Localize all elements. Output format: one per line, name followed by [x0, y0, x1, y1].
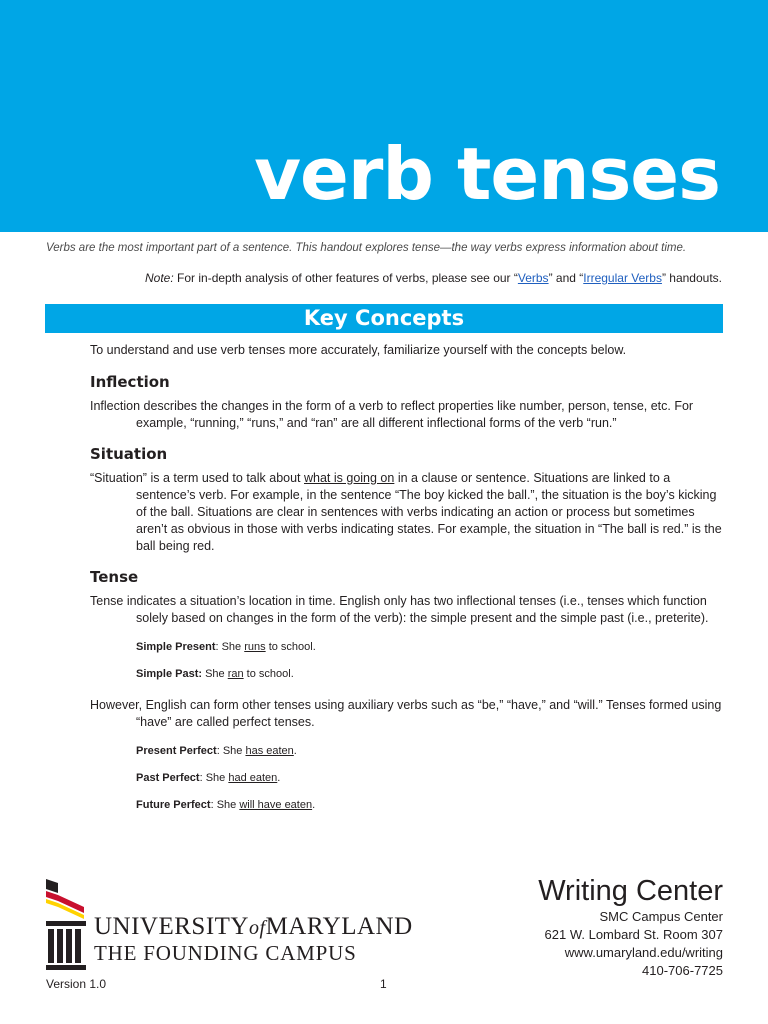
example-simple-present: [90, 639, 725, 656]
example-label: Simple Past:: [136, 668, 203, 680]
example-present-perfect: [90, 743, 725, 760]
example-rest: .: [293, 745, 297, 757]
example-rest: .: [277, 772, 281, 784]
example-label: Future Perfect: [136, 799, 211, 811]
writing-center-title: Writing Center: [538, 875, 723, 907]
example-sep: She: [202, 668, 228, 680]
situation-underlined: what is going on: [304, 471, 395, 485]
contact-website: www.umaryland.edu/writing: [564, 945, 723, 960]
logo-word-of: of: [249, 917, 266, 939]
example-sep: : She: [216, 745, 246, 757]
example-rest: to school.: [243, 668, 294, 680]
situation-heading: Situation: [90, 445, 168, 463]
verbs-handout-link[interactable]: Verbs: [517, 271, 549, 285]
university-crest-icon: [44, 877, 88, 972]
tense-body: Tense indicates a situation’s location in time. English only has two inflectional tenses (i.e., tenses which function solely based on changes in the form of the verb): the simple present and the simple past (i.e., preterite).: [90, 594, 709, 625]
page-title: verb tenses: [254, 132, 720, 216]
inflection-body: Inflection describes the changes in the form of a verb to reflect properties like number, person, tense, etc. For example, “running,” “runs,” and “ran” are all different inflectional forms of the verb “run.”: [90, 399, 694, 430]
contact-building: SMC Campus Center: [599, 909, 723, 924]
example-sep: : She: [210, 799, 240, 811]
example-rest: .: [312, 799, 316, 811]
example-verb: runs: [244, 641, 266, 653]
note-text-after: ” handouts.: [661, 271, 722, 285]
tense-body-2: However, English can form other tenses using auxiliary verbs such as “be,” “have,” and “will.” Tenses formed using “have” are called perfect tenses.: [90, 698, 722, 729]
tense-heading: Tense: [90, 568, 139, 586]
note-text-middle: ” and “: [548, 271, 584, 285]
key-concepts-heading: Key Concepts: [45, 304, 723, 333]
logo-founding-campus: THE FOUNDING CAMPUS: [94, 941, 357, 965]
example-verb: ran: [227, 668, 244, 680]
example-simple-past: [90, 666, 725, 683]
example-rest: to school.: [265, 641, 316, 653]
example-label: Simple Present: [136, 641, 216, 653]
irregular-verbs-handout-link[interactable]: Irregular Verbs: [583, 271, 662, 285]
example-verb: has eaten: [245, 745, 294, 757]
page-number: 1: [380, 977, 387, 991]
university-logo: [44, 877, 414, 972]
intro-text: Verbs are the most important part of a sentence. This handout explores tense—the way verbs express information about time.: [46, 242, 687, 254]
example-past-perfect: [90, 770, 725, 787]
main-content: [90, 342, 725, 824]
logo-word-maryland: MARYLAND: [265, 913, 413, 940]
note-line: [145, 271, 722, 285]
note-text-before: For in-depth analysis of other features of verbs, please see our “: [173, 271, 518, 285]
writing-center-contact: [538, 874, 723, 980]
example-verb: will have eaten: [239, 799, 313, 811]
example-label: Present Perfect: [136, 745, 217, 757]
header-banner: [0, 0, 768, 232]
example-sep: : She: [199, 772, 229, 784]
logo-word-university: UNIVERSITY: [94, 913, 249, 940]
example-label: Past Perfect: [136, 772, 200, 784]
situation-text-after: in a clause or sentence. Situations are linked to a sentence’s verb. For example, in the sentence “The boy kicked the ball.”, the situation is the boy’s kicking of the ball. Situations are clear in sentences with verbs indicating an action or process but sometimes aren’t as obvious in those with verbs indicating states. For example, the situation in “The ball is red.” is the ball being red.: [136, 471, 722, 553]
example-sep: : She: [215, 641, 245, 653]
note-label: Note:: [145, 271, 174, 285]
situation-text-before: “Situation” is a term used to talk about: [90, 471, 304, 485]
situation-body: [90, 470, 725, 555]
contact-address: 621 W. Lombard St. Room 307: [544, 927, 723, 942]
example-future-perfect: [90, 797, 725, 814]
logo-university-name: [94, 913, 413, 941]
key-concepts-lead: To understand and use verb tenses more accurately, familiarize yourself with the concepts below.: [90, 343, 627, 357]
example-verb: had eaten: [228, 772, 278, 784]
inflection-heading: Inflection: [90, 373, 170, 391]
contact-phone: 410-706-7725: [642, 963, 723, 978]
version-label: Version 1.0: [46, 977, 107, 991]
